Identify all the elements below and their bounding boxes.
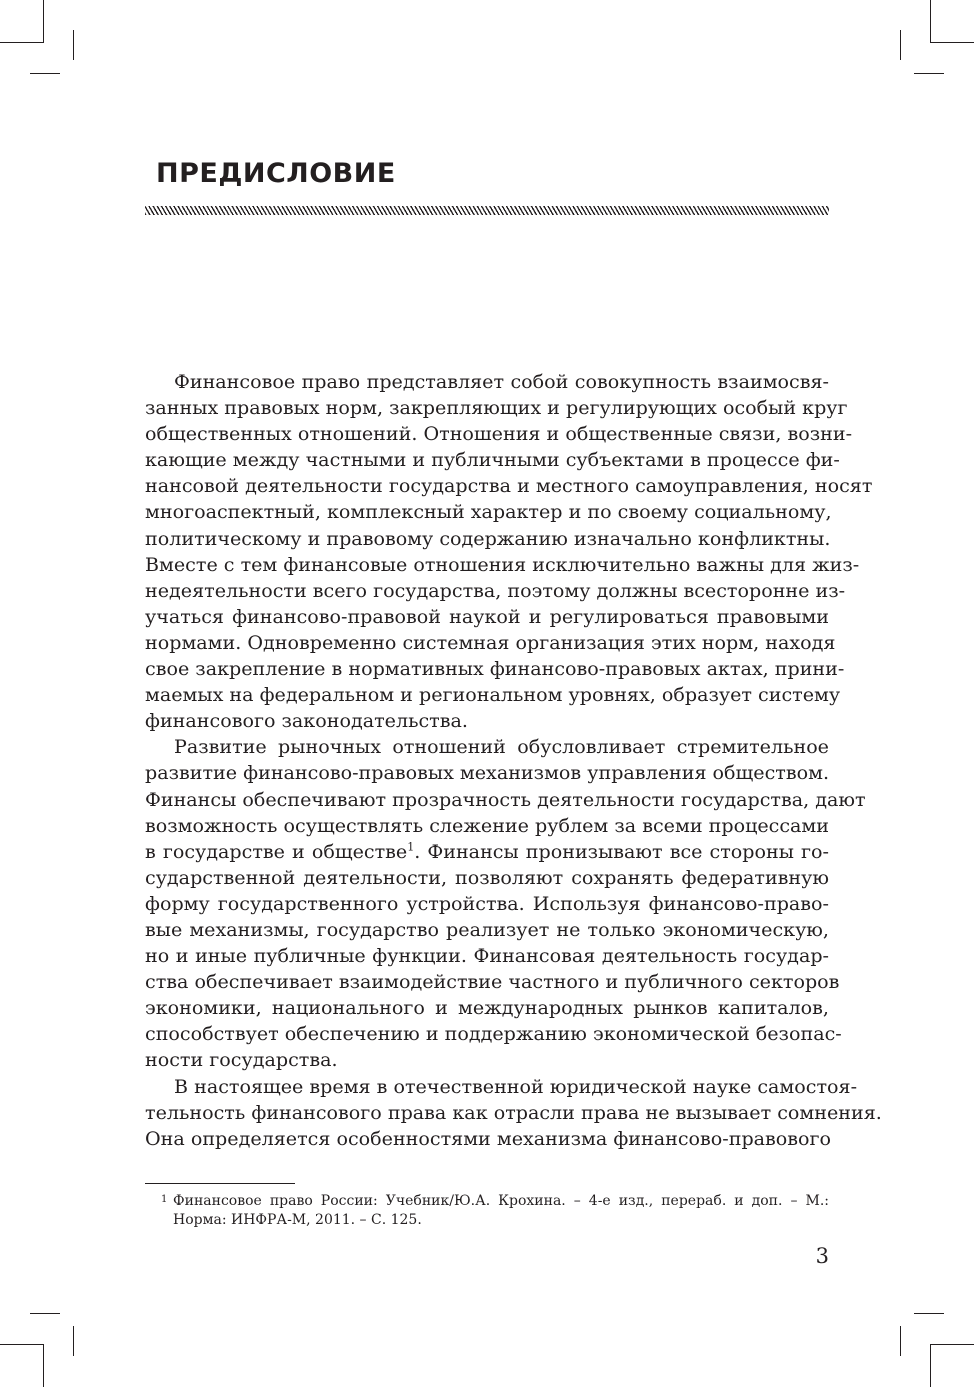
crop-mark (43, 1344, 44, 1387)
text-line: кающие между частными и публичными субъектами в процессе фи- (145, 448, 840, 472)
footnote-reference[interactable]: 1 (407, 840, 415, 854)
crop-mark (73, 1326, 74, 1356)
footnote-separator (145, 1183, 295, 1184)
text-line: недеятельности всего государства, поэтому должны всесторонне из- (145, 578, 846, 602)
crop-mark (73, 30, 74, 60)
text-segment: в государстве и обществе (145, 839, 408, 863)
crop-mark (914, 73, 944, 74)
crop-mark (930, 0, 931, 42)
text-line: финансового законодательства. (145, 709, 468, 733)
text-line: маемых на федеральном и региональном уровнях, образует систему (145, 683, 841, 707)
heading-hatch-rule (145, 206, 829, 215)
paragraph (145, 1074, 882, 1152)
text-line: политическому и правовому содержанию изначально конфликтны. (145, 526, 831, 550)
crop-mark (930, 42, 974, 43)
text-line: ности государства. (145, 1048, 338, 1072)
page-number: 3 (815, 1244, 829, 1268)
text-line: тельность финансового права как отрасли права не вызывает сомнения. (145, 1100, 882, 1124)
text-line: Финансовое право представляет собой совокупность взаимосвя- (174, 370, 829, 393)
paragraph (145, 734, 866, 1073)
crop-mark (30, 73, 60, 74)
text-line: Финансы обеспечивают прозрачность деятельности государства, дают (145, 787, 866, 811)
text-line: вые механизмы, государство реализует не только экономическую, (145, 917, 829, 941)
body-text (145, 369, 882, 1152)
text-line: способствует обеспечению и поддержанию экономической безопас- (145, 1022, 842, 1046)
text-line: Развитие рыночных отношений обусловливает стремительное (174, 735, 829, 759)
crop-mark (914, 1313, 944, 1314)
crop-mark (900, 30, 901, 60)
crop-mark (43, 0, 44, 42)
footnote-line: Норма: ИНФРА-М, 2011. – С. 125. (173, 1212, 422, 1228)
text-line: ства обеспечивает взаимодействие частного и публичного секторов (145, 970, 840, 994)
text-line: экономики, национального и международных рынков капиталов, (145, 996, 829, 1020)
text-line: свое закрепление в нормативных финансово-правовых актах, прини- (145, 657, 845, 681)
text-line: В настоящее время в отечественной юридической науке самостоя- (174, 1074, 858, 1098)
text-line: нормами. Одновременно системная организация этих норм, находя (145, 630, 836, 654)
text-line: развитие финансово-правовых механизмов управления обществом. (145, 761, 830, 785)
crop-mark (930, 1344, 974, 1345)
footnote (145, 1192, 829, 1230)
footnote-number: 1 (161, 1194, 168, 1205)
paragraph (145, 369, 873, 734)
crop-mark (0, 1344, 44, 1345)
text-line: но и иные публичные функции. Финансовая деятельность государ- (145, 944, 829, 968)
text-line: общественных отношений. Отношения и общественные связи, возни- (145, 422, 853, 446)
text-segment: . Финансы пронизывают все стороны го- (414, 839, 829, 863)
chapter-heading: ПРЕДИСЛОВИЕ (156, 158, 396, 189)
text-line: возможность осуществлять слежение рублем за всеми процессами (145, 813, 829, 837)
footnote-line: Финансовое право России: Учебник/Ю.А. Крохина. – 4-е изд., перераб. и доп. – М.: (173, 1193, 829, 1209)
text-line: учаться финансово-правовой наукой и регулироваться правовыми (145, 604, 829, 628)
crop-mark (30, 1313, 60, 1314)
crop-mark (900, 1326, 901, 1356)
text-line: многоаспектный, комплексный характер и по своему социальному, (145, 500, 832, 524)
text-line: Она определяется особенностями механизма финансово-правового (145, 1126, 832, 1150)
text-line: нансовой деятельности государства и местного самоуправления, носят (145, 474, 873, 498)
crop-mark (930, 1344, 931, 1387)
text-line (145, 839, 829, 865)
text-line: занных правовых норм, закрепляющих и регулирующих особый круг (145, 396, 848, 420)
text-line: Вместе с тем финансовые отношения исключительно важны для жиз- (145, 552, 860, 576)
crop-mark (0, 42, 44, 43)
text-line: сударственной деятельности, позволяют сохранять федеративную (145, 865, 829, 889)
text-line: форму государственного устройства. Используя финансово-право- (145, 891, 829, 915)
